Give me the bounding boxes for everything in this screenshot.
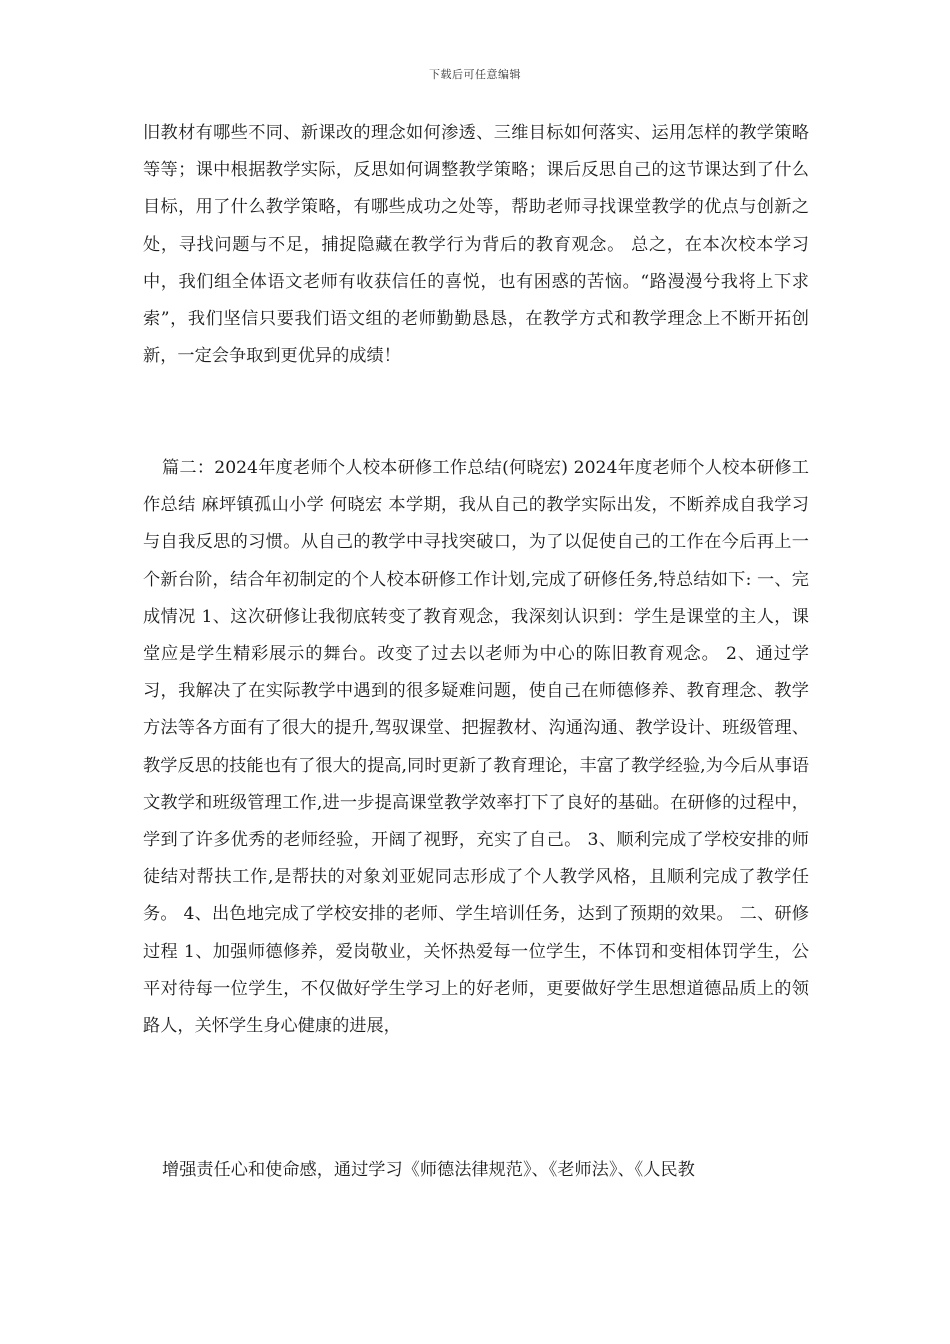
paragraph-continued: 旧教材有哪些不同、新课改的理念如何渗透、三维目标如何落实、运用怎样的教学策略等等；课中根据教学实际，反思如何调整教学策略；课后反思自己的这节课达到了什么目标，用了什么教学策略，有哪些成功之处等，帮助老师寻找课堂教学的优点与创新之处，寻找问题与不足，捕捉隐藏在教学行为背后的教育观念。 总之，在本次校本学习中，我们组全体语文老师有收获信任的喜悦，也有困惑的苦恼。“路漫漫兮我将上下求索”，我们坚信只要我们语文组的老师勤勤恳恳，在教学方式和教学理念上不断开拓创新，一定会争取到更优异的成绩！ — [143, 123, 809, 367]
paragraph-article-two: 篇二：2024年度老师个人校本研修工作总结(何晓宏) 2024年度老师个人校本研修工作总结 麻坪镇孤山小学 何晓宏 本学期，我从自己的教学实际出发，不断养成自我学习与自我反思的习惯。从自己的教学中寻找突破口，为了以促使自己的工作在今后再上一个新台阶，结合年初制定的个人校本研修工作计划,完成了研修任务,特总结如下: 一、完成情况 1、这次研修让我彻底转变了教育观念，我深刻认识到：学生是课堂的主人，课堂应是学生精彩展示的舞台。改变了过去以老师为中心的陈旧教育观念。 2、通过学习，我解决了在实际教学中遇到的很多疑难问题，使自己在师德修养、教育理念、教学方法等各方面有了很大的提升,驾驭课堂、把握教材、沟通沟通、教学设计、班级管理、教学反思的技能也有了很大的提高,同时更新了教育理论，丰富了教学经验,为今后从事语文教学和班级管理工作,进一步提高课堂教学效率打下了良好的基础。在研修的过程中，学到了许多优秀的老师经验，开阔了视野，充实了自己。 3、顺利完成了学校安排的师徒结对帮扶工作,是帮扶的对象刘亚妮同志形成了个人教学风格，且顺利完成了教学任务。 4、出色地完成了学校安排的老师、学生培训任务，达到了预期的效果。 二、研修过程 1、加强师德修养，爱岗敬业，关怀热爱每一位学生，不体罚和变相体罚学生，公平对待每一位学生，不仅做好学生学习上的好老师，更要做好学生思想道德品质上的领路人，关怀学生身心健康的进展， — [143, 458, 809, 1037]
paragraph-responsibility: 增强责任心和使命感，通过学习《师德法律规范》、《老师法》、《人民教 — [162, 1160, 695, 1180]
header-note: 下载后可任意编辑 — [429, 68, 521, 81]
